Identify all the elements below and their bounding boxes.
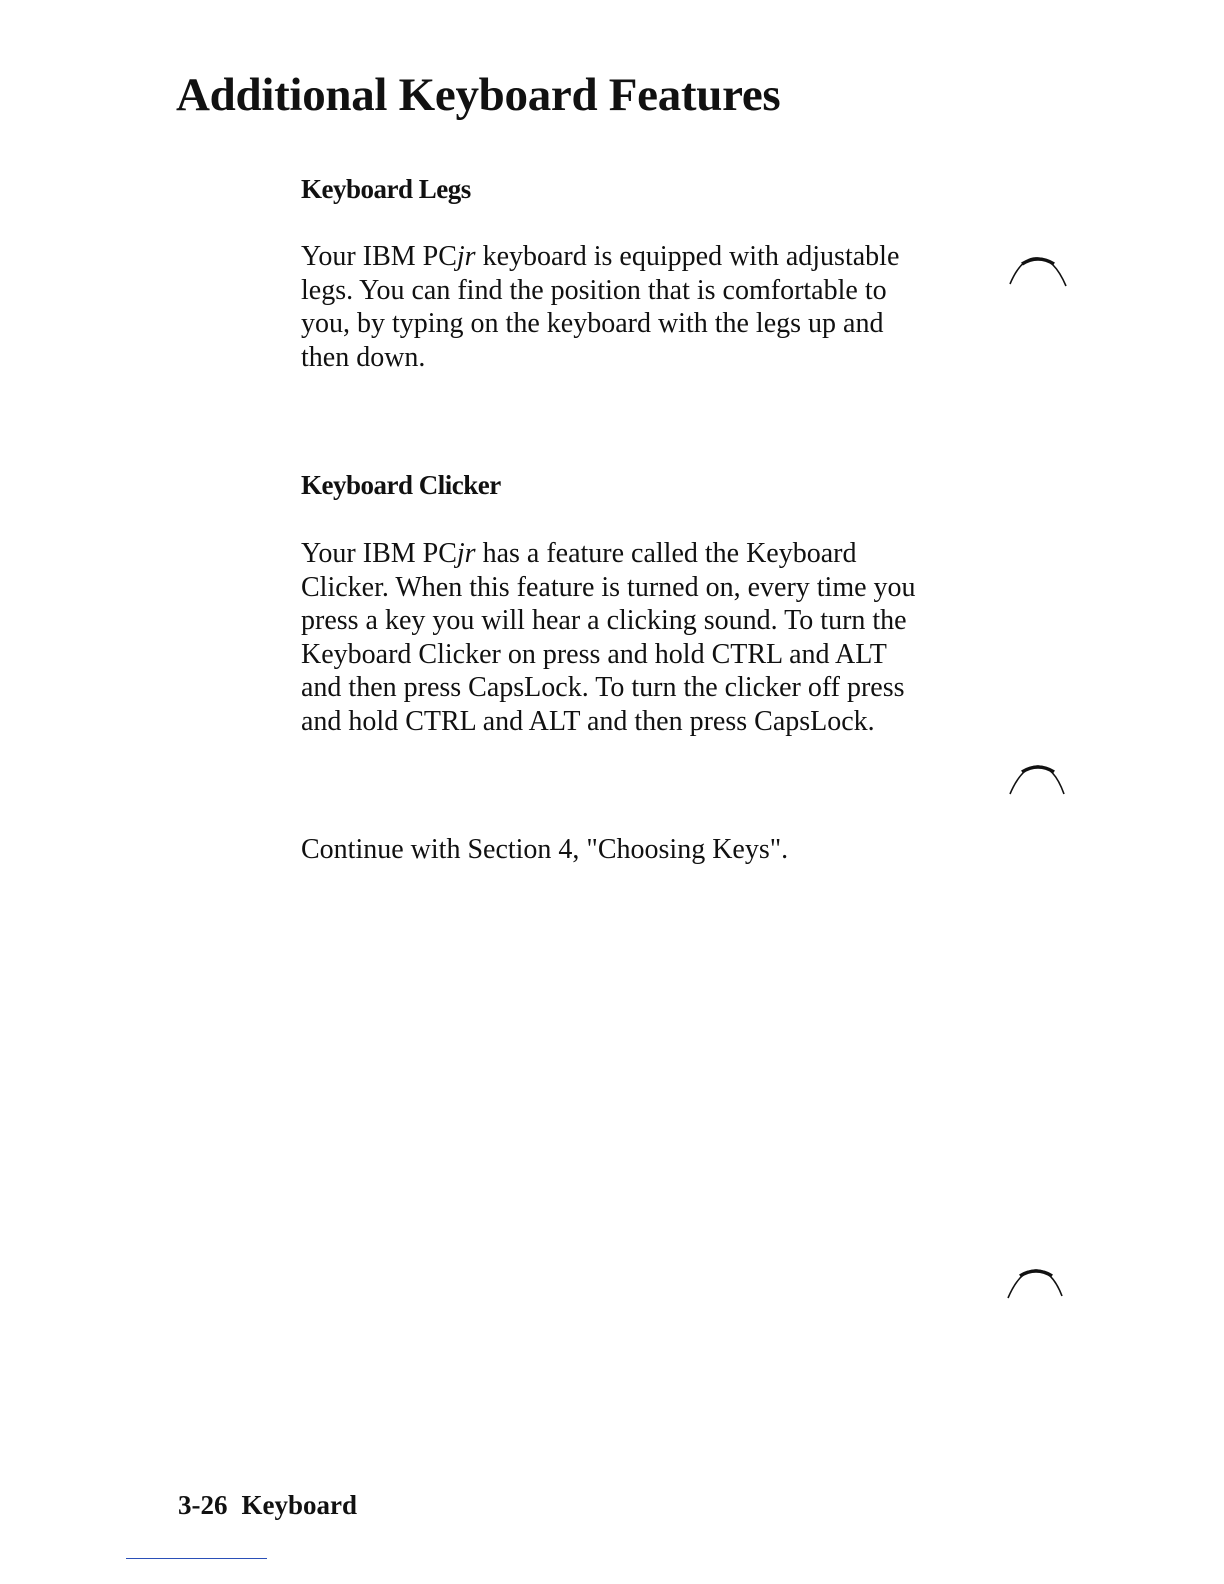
paragraph-keyboard-clicker: [301, 537, 916, 738]
chapter-name: Keyboard: [241, 1490, 358, 1520]
page-number: 3-26: [178, 1490, 228, 1520]
page-footer: [178, 1490, 357, 1521]
footer-rule: [126, 1558, 267, 1559]
text-line: Your IBM PCjr keyboard is equipped with adjustable: [301, 241, 900, 272]
text-line: then down.: [301, 341, 426, 373]
text-line: Keyboard Clicker on press and hold CTRL and ALT: [301, 638, 887, 670]
text-line: Clicker. When this feature is turned on, every time you: [301, 571, 916, 603]
paragraph-keyboard-legs: [301, 240, 899, 374]
text-line: and hold CTRL and ALT and then press CapsLock.: [301, 705, 875, 737]
section-heading-keyboard-legs: Keyboard Legs: [301, 174, 471, 204]
binder-hole-mark-icon: [1002, 1262, 1072, 1302]
text-line: legs. You can find the position that is comfortable to: [301, 274, 887, 306]
continue-instruction: Continue with Section 4, "Choosing Keys".: [301, 834, 789, 865]
binder-hole-mark-icon: [1002, 758, 1072, 798]
binder-hole-mark-icon: [1002, 250, 1072, 290]
text-line: you, by typing on the keyboard with the legs up and: [301, 308, 884, 339]
section-heading-keyboard-clicker: Keyboard Clicker: [301, 470, 501, 500]
text-line: Your IBM PCjr has a feature called the Keyboard: [301, 538, 857, 569]
text-line: and then press CapsLock. To turn the clicker off press: [301, 672, 905, 703]
text-line: press a key you will hear a clicking sound. To turn the: [301, 605, 907, 636]
page-title: Additional Keyboard Features: [176, 69, 781, 121]
